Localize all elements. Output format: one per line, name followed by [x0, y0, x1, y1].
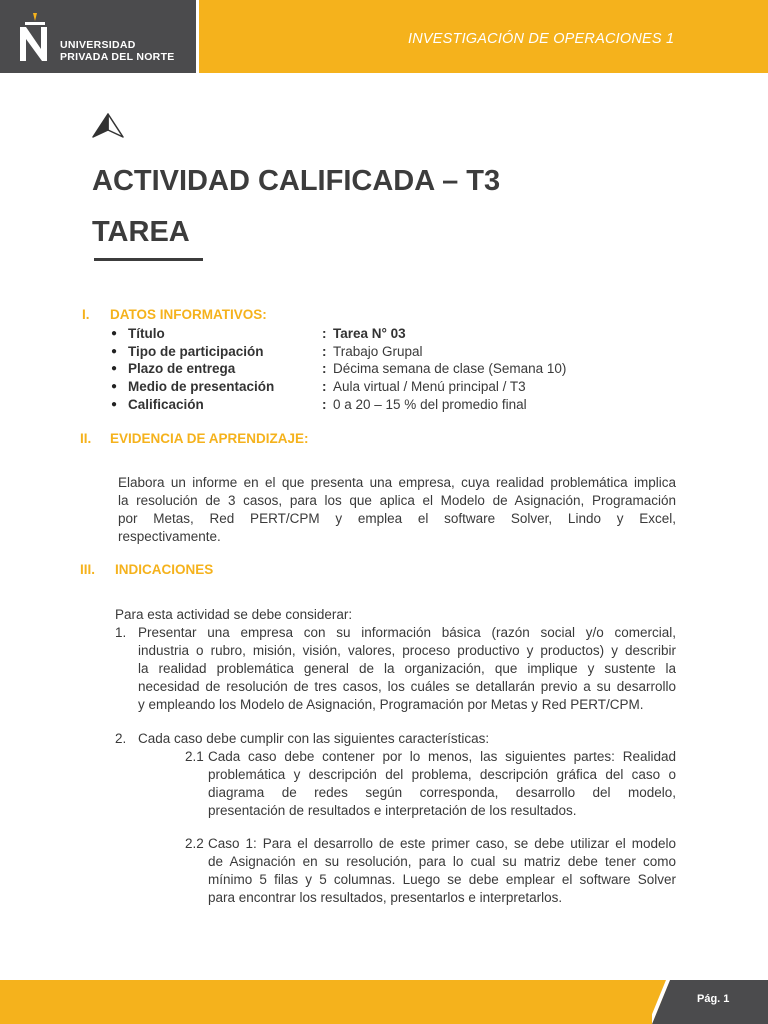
- paragraph-line: presentación de resultados e interpretación de los resultados.: [208, 803, 577, 818]
- bullet-icon: ●: [111, 328, 118, 339]
- paragraph-line: necesidad de resolución de tres casos, los cuáles se detallarán previo a su desarrollo: [138, 679, 676, 694]
- paragraph-line: diagrama de redes según corresponda, desarrollo del modelo,: [208, 785, 676, 800]
- paragraph-line: Caso 1: Para el desarrollo de este primer caso, se debe utilizar el modelo: [208, 836, 676, 851]
- paragraph-line: la realidad problemática general de la organización, que implique y sustente la: [138, 661, 676, 676]
- info-label: Tipo de participación: [128, 344, 264, 359]
- paragraph-line: la resolución de 3 casos, para los que aplica el Modelo de Asignación, Programación: [118, 493, 676, 508]
- paragraph-line: Cada caso debe contener por lo menos, las siguientes partes: Realidad: [208, 749, 676, 764]
- info-colon: :: [322, 361, 327, 376]
- info-value: 0 a 20 – 15 % del promedio final: [333, 397, 527, 412]
- document-subtitle: TAREA: [92, 216, 190, 248]
- instructions-intro: Para esta actividad se debe considerar:: [115, 607, 353, 622]
- bullet-icon: ●: [111, 381, 118, 392]
- subitem-2-1-number: 2.1: [185, 749, 204, 764]
- bullet-icon: ●: [111, 346, 118, 357]
- info-colon: :: [322, 326, 327, 341]
- section-2-number: II.: [80, 431, 92, 446]
- paragraph-line: Presentar una empresa con su información básica (razón social y/o comercial,: [138, 625, 676, 640]
- paragraph-line: industria o rubro, misión, visión, valores, proceso productivo y productos) y describir: [138, 643, 676, 658]
- bullet-icon: ●: [111, 399, 118, 410]
- info-colon: :: [322, 379, 327, 394]
- info-label: Medio de presentación: [128, 379, 275, 394]
- navigation-arrow-icon: [91, 113, 125, 139]
- subitem-2-1-text: [208, 748, 676, 820]
- info-value: Trabajo Grupal: [333, 344, 423, 359]
- info-colon: :: [322, 397, 327, 412]
- footer-slant-divider: [652, 980, 682, 1024]
- info-label: Plazo de entrega: [128, 361, 236, 376]
- page-number: Pág. 1: [697, 993, 730, 1005]
- paragraph-line: para encontrar los resultados, presentarlos e interpretarlos.: [208, 890, 563, 905]
- paragraph-line: respectivamente.: [118, 529, 221, 544]
- paragraph-line: de Asignación en su resolución, para lo cual su matriz debe tener como: [208, 854, 676, 869]
- info-colon: :: [322, 344, 327, 359]
- paragraph-line: mínimo 5 filas y 5 columnas. Luego se debe emplear el software Solver: [208, 872, 676, 887]
- section-3-number: III.: [80, 562, 96, 577]
- info-label: Calificación: [128, 397, 204, 412]
- section-3-heading: INDICACIONES: [115, 562, 214, 577]
- info-value: Aula virtual / Menú principal / T3: [333, 379, 526, 394]
- section-2-heading: EVIDENCIA DE APRENDIZAJE:: [110, 431, 309, 446]
- info-label: Título: [128, 326, 165, 341]
- item-2-number: 2.: [115, 731, 127, 746]
- logo-block: [0, 0, 196, 73]
- item-1-number: 1.: [115, 625, 127, 640]
- item-2-text: Cada caso debe cumplir con las siguientes características:: [138, 731, 490, 746]
- page-header: [0, 0, 768, 73]
- info-value: Décima semana de clase (Semana 10): [333, 361, 567, 376]
- upn-logo-icon: [17, 13, 53, 63]
- paragraph-line: Elabora un informe en el que presenta una empresa, cuya realidad problemática implica: [118, 475, 676, 490]
- document-title: ACTIVIDAD CALIFICADA – T3: [92, 165, 501, 197]
- paragraph-line: problemática y descripción del problema, descripción gráfica del caso o: [208, 767, 676, 782]
- logo-line-2: PRIVADA DEL NORTE: [60, 51, 175, 63]
- logo-line-1: UNIVERSIDAD: [60, 39, 136, 51]
- course-title: INVESTIGACIÓN DE OPERACIONES 1: [408, 31, 675, 47]
- section-1-number: I.: [82, 307, 90, 322]
- item-1-text: [138, 624, 676, 714]
- paragraph-line: por Metas, Red PERT/CPM y emplea el software Solver, Lindo y Excel,: [118, 511, 676, 526]
- evidence-paragraph: [118, 474, 676, 546]
- bullet-icon: ●: [111, 363, 118, 374]
- subitem-2-2-text: [208, 835, 676, 907]
- logo-wordmark: [60, 39, 175, 63]
- info-value: Tarea N° 03: [333, 326, 406, 341]
- subitem-2-2-number: 2.2: [185, 836, 204, 851]
- title-underline: [94, 258, 203, 261]
- section-1-heading: DATOS INFORMATIVOS:: [110, 307, 267, 322]
- paragraph-line: y empleando los Modelo de Asignación, Programación por Metas y Red PERT/CPM.: [138, 697, 644, 712]
